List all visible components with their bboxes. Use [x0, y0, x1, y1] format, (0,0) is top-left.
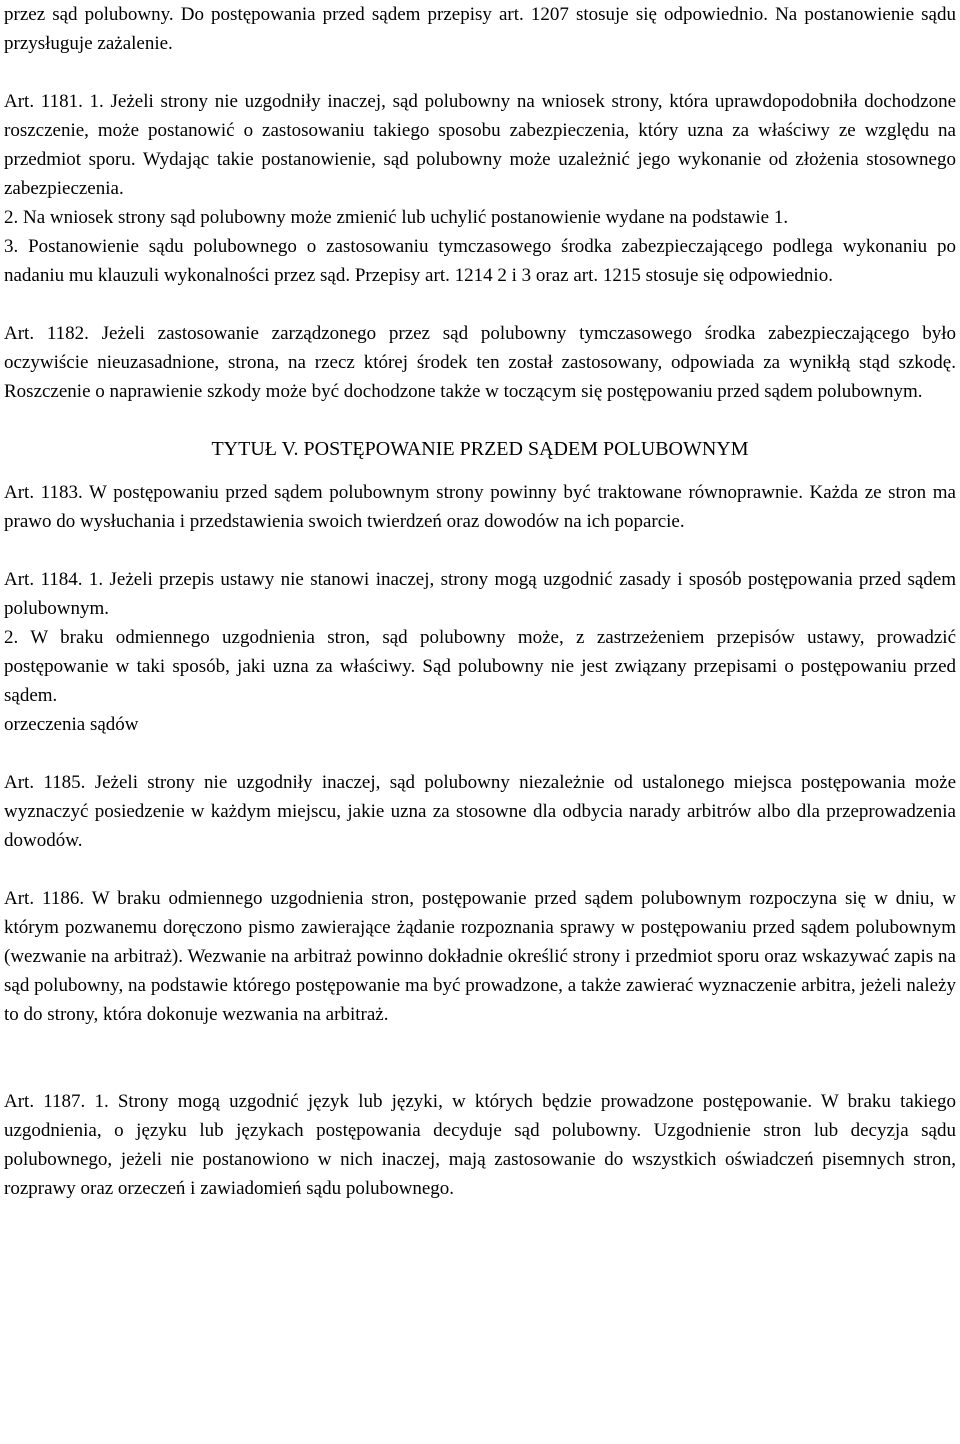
art-1187-par-1: Art. 1187. 1. Strony mogą uzgodnić język lub języki, w których będzie prowadzone postępowanie. W braku takiego uzgodnienia, o języku lub językach postępowania decyduje sąd polubowny. Uzgodnienie stron lub decyzja sądu polubownego, jeżeli nie postanowiono w nich inaczej, mają zastosowanie do wszystkich oświadczeń pisemnych stron, rozprawy oraz orzeczeń i zawiadomień sądu polubownego. [4, 1091, 956, 1199]
title-v-heading: TYTUŁ V. POSTĘPOWANIE PRZED SĄDEM POLUBOWNYM [211, 438, 749, 460]
art-1181-par-1: Art. 1181. 1. Jeżeli strony nie uzgodniły inaczej, sąd polubowny na wniosek strony, która uprawdopodobniła dochodzone roszczenie, może postanowić o zastosowaniu takiego sposobu zabezpieczenia, który uzna za właściwy ze względu na przedmiot sporu. Wydając takie postanowienie, sąd polubowny może uzależnić jego wykonanie od złożenia stosownego zabezpieczenia. [4, 91, 956, 199]
spacer [4, 464, 956, 478]
spacer [4, 1029, 956, 1087]
spacer [4, 58, 956, 87]
spacer [4, 406, 956, 435]
intro-paragraph: przez sąd polubowny. Do postępowania przed sądem przepisy art. 1207 stosuje się odpowiednio. Na postanowienie sądu przysługuje zażalenie. [4, 4, 956, 54]
document-page [4, 0, 956, 1203]
art-1181-par-3: 3. Postanowienie sądu polubownego o zastosowaniu tymczasowego środka zabezpieczającego podlega wykonaniu po nadaniu mu klauzuli wykonalności przez sąd. Przepisy art. 1214 2 i 3 oraz art. 1215 stosuje się odpowiednio. [4, 236, 956, 286]
art-1183: Art. 1183. W postępowaniu przed sądem polubownym strony powinny być traktowane równoprawnie. Każda ze stron ma prawo do wysłuchania i przedstawienia swoich twierdzeń oraz dowodów na ich poparcie. [4, 482, 956, 532]
spacer [4, 739, 956, 768]
art-1184-par-1: Art. 1184. 1. Jeżeli przepis ustawy nie stanowi inaczej, strony mogą uzgodnić zasady i sposób postępowania przed sądem polubownym. [4, 569, 956, 619]
art-1182: Art. 1182. Jeżeli zastosowanie zarządzonego przez sąd polubowny tymczasowego środka zabezpieczającego było oczywiście nieuzasadnione, strona, na rzecz której środek ten został zastosowany, odpowiada za wynikłą stąd szkodę. Roszczenie o naprawienie szkody może być dochodzone także w toczącym się postępowaniu przed sądem polubownym. [4, 323, 956, 402]
art-1184-par-2: 2. W braku odmiennego uzgodnienia stron, sąd polubowny może, z zastrzeżeniem przepisów ustawy, prowadzić postępowanie w taki sposób, jaki uzna za właściwy. Sąd polubowny nie jest związany przepisami o postępowaniu przed sądem. [4, 627, 956, 706]
art-1186: Art. 1186. W braku odmiennego uzgodnienia stron, postępowanie przed sądem polubownym rozpoczyna się w dniu, w którym pozwanemu doręczono pismo zawierające żądanie rozpoznania sprawy w postępowaniu przed sądem polubownym (wezwanie na arbitraż). Wezwanie na arbitraż powinno dokładnie określić strony i przedmiot sporu oraz wskazywać zapis na sąd polubowny, na podstawie którego postępowanie ma być prowadzone, a także zawierać wyznaczenie arbitra, jeżeli należy to do strony, która dokonuje wezwania na arbitraż. [4, 888, 956, 1025]
spacer [4, 290, 956, 319]
art-1185: Art. 1185. Jeżeli strony nie uzgodniły inaczej, sąd polubowny niezależnie od ustalonego miejsca postępowania może wyznaczyć posiedzenie w każdym miejscu, jakie uzna za stosowne dla odbycia narady arbitrów albo dla przeprowadzenia dowodów. [4, 772, 956, 851]
court-rulings-note: orzeczenia sądów [4, 714, 139, 735]
spacer [4, 536, 956, 565]
art-1181-par-2: 2. Na wniosek strony sąd polubowny może zmienić lub uchylić postanowienie wydane na podstawie 1. [4, 207, 789, 228]
spacer [4, 855, 956, 884]
